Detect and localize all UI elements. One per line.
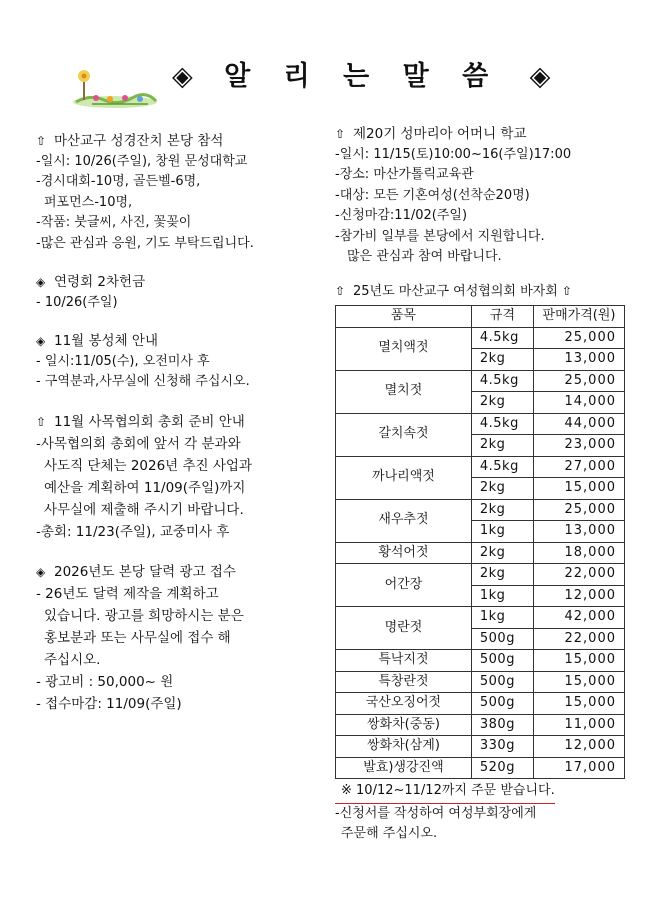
table-row <box>336 693 625 715</box>
table-row <box>336 714 625 736</box>
notice-line: 사무실에 제출해 주시기 바랍니다. <box>44 501 244 518</box>
notice-line: -사목협의회 총회에 앞서 각 분과와 <box>36 435 241 452</box>
table-row <box>336 564 625 586</box>
title-left-symbol: ◈ <box>172 61 195 92</box>
product-size: 2kg <box>471 349 533 371</box>
product-price: 13,000 <box>534 349 625 371</box>
product-size: 2kg <box>471 499 533 521</box>
title-text: 알 리 는 말 씀 <box>224 61 501 92</box>
column-header-size: 규격 <box>471 306 533 328</box>
notice-bazaar <box>335 281 625 845</box>
table-row <box>336 650 625 672</box>
product-size: 500g <box>471 671 533 693</box>
table-row <box>336 370 625 392</box>
product-price: 44,000 <box>534 413 625 435</box>
notice-line: -참가비 일부를 본당에서 지원합니다. <box>335 228 545 244</box>
notice-line: 예산을 계획하여 11/09(주일)까지 <box>44 479 246 496</box>
diamond-icon: ◈ <box>36 334 46 348</box>
notice-communion-visit <box>36 331 326 393</box>
notice-line: 많은 관심과 참여 바랍니다. <box>347 249 502 264</box>
arrow-icon: ⇧ <box>36 414 47 429</box>
notice-mothers-school <box>335 124 625 268</box>
product-name: 어간장 <box>336 564 472 607</box>
notice-line: -장소: 마산가톨릭교육관 <box>335 167 474 182</box>
notice-line: - 26년도 달력 제작을 계획하고 <box>36 585 219 602</box>
notice-heading: 마산교구 성경잔치 본당 참석 <box>54 133 224 149</box>
product-price: 22,000 <box>534 628 625 650</box>
arrow-icon: ⇧ <box>36 134 47 148</box>
table-row <box>336 542 625 564</box>
arrow-icon: ⇧ <box>561 283 572 298</box>
notice-line: - 접수마감: 11/09(주일) <box>36 695 182 712</box>
notice-line: 주십시오. <box>44 651 101 668</box>
product-price: 15,000 <box>534 671 625 693</box>
table-row <box>336 413 625 435</box>
notice-line: 주문해 주십시오. <box>341 826 438 841</box>
product-price: 25,000 <box>534 327 625 349</box>
table-row <box>336 456 625 478</box>
product-size: 500g <box>471 693 533 715</box>
product-price: 11,000 <box>534 714 625 736</box>
notice-line: -신청마감:11/02(주일) <box>335 208 468 223</box>
notice-line: 퍼포먼스-10명, <box>44 194 133 210</box>
product-size: 330g <box>471 736 533 758</box>
diamond-icon: ◈ <box>36 275 46 289</box>
table-header-row <box>336 306 625 328</box>
notice-line: - 광고비 : 50,000~ 원 <box>36 673 174 690</box>
diamond-icon: ◈ <box>36 564 46 579</box>
product-size: 1kg <box>471 521 533 543</box>
notice-line: -일시: 11/15(토)10:00~16(주일)17:00 <box>335 146 572 162</box>
product-price: 25,000 <box>534 499 625 521</box>
notice-heading: 11월 사목협의회 총회 준비 안내 <box>54 413 245 430</box>
product-price: 13,000 <box>534 521 625 543</box>
product-size: 500g <box>471 628 533 650</box>
notice-line: 사도직 단체는 2026년 추진 사업과 <box>44 457 253 474</box>
column-header-item: 품목 <box>336 306 472 328</box>
table-row <box>336 736 625 758</box>
right-column <box>335 124 625 845</box>
notice-bible-festival <box>36 131 326 254</box>
notice-line: 있습니다. 광고를 희망하시는 분은 <box>44 607 244 624</box>
price-table-body <box>336 327 625 779</box>
notice-line: 홍보분과 또는 사무실에 접수 해 <box>44 629 231 646</box>
notice-heading: 제20기 성마리아 어머니 학교 <box>353 126 527 142</box>
product-name: 특창란젓 <box>336 671 472 693</box>
notice-line: -작품: 붓글씨, 사진, 꽃꽂이 <box>36 215 192 230</box>
product-name: 특낙지젓 <box>336 650 472 672</box>
notice-line: - 10/26(주일) <box>36 294 118 310</box>
notice-line: -일시: 10/26(주일), 창원 문성대학교 <box>36 153 248 169</box>
notice-line: -신청서를 작성하여 여성부회장에게 <box>335 805 537 821</box>
product-name: 국산오징어젓 <box>336 693 472 715</box>
product-price: 23,000 <box>534 435 625 457</box>
bazaar-heading: 25년도 마산교구 여성협의회 바자회 <box>353 283 558 299</box>
arrow-icon: ⇧ <box>335 127 346 141</box>
table-row <box>336 327 625 349</box>
column-header-price: 판매가격(원) <box>534 306 625 328</box>
notice-line: -많은 관심과 응원, 기도 부탁드립니다. <box>36 235 254 251</box>
product-price: 15,000 <box>534 650 625 672</box>
notice-line: -총회: 11/23(주일), 교중미사 후 <box>36 523 230 540</box>
price-table <box>335 305 625 779</box>
product-name: 쌍화차(중동) <box>336 714 472 736</box>
product-size: 4.5kg <box>471 327 533 349</box>
product-size: 2kg <box>471 435 533 457</box>
table-row <box>336 607 625 629</box>
product-price: 12,000 <box>534 736 625 758</box>
notice-calendar-ad <box>36 561 326 715</box>
title-right-symbol: ◈ <box>529 61 553 92</box>
product-name: 새우추젓 <box>336 499 472 542</box>
logo-illustration <box>70 58 160 110</box>
product-size: 1kg <box>471 607 533 629</box>
notice-line: -경시대회-10명, 골든벨-6명, <box>36 174 201 189</box>
product-size: 2kg <box>471 478 533 500</box>
product-price: 15,000 <box>534 693 625 715</box>
order-notice-wrap <box>335 781 625 804</box>
notice-heading: 11월 봉성체 안내 <box>54 333 159 349</box>
product-price: 12,000 <box>534 585 625 607</box>
product-size: 2kg <box>471 542 533 564</box>
notice-heading: 연령회 2차헌금 <box>54 274 146 290</box>
product-price: 42,000 <box>534 607 625 629</box>
product-size: 2kg <box>471 564 533 586</box>
product-size: 520g <box>471 757 533 779</box>
product-name: 명란젓 <box>336 607 472 650</box>
product-name: 갈치속젓 <box>336 413 472 456</box>
product-price: 15,000 <box>534 478 625 500</box>
product-price: 27,000 <box>534 456 625 478</box>
product-price: 18,000 <box>534 542 625 564</box>
product-price: 22,000 <box>534 564 625 586</box>
product-name: 멸치액젓 <box>336 327 472 370</box>
product-price: 14,000 <box>534 392 625 414</box>
product-size: 4.5kg <box>471 370 533 392</box>
product-size: 2kg <box>471 392 533 414</box>
product-size: 1kg <box>471 585 533 607</box>
table-row <box>336 757 625 779</box>
arrow-icon: ⇧ <box>335 283 346 298</box>
page-title <box>172 54 552 94</box>
left-column <box>36 131 326 715</box>
notice-line: - 일시:11/05(수), 오전미사 후 <box>36 353 210 369</box>
product-size: 500g <box>471 650 533 672</box>
product-size: 380g <box>471 714 533 736</box>
product-name: 쌍화차(삼계) <box>336 736 472 758</box>
table-row <box>336 499 625 521</box>
product-price: 17,000 <box>534 757 625 779</box>
product-name: 까나리액젓 <box>336 456 472 499</box>
product-name: 멸치젓 <box>336 370 472 413</box>
notice-heading: 2026년도 본당 달력 광고 접수 <box>54 563 236 580</box>
notice-line: -대상: 모든 기혼여성(선착순20명) <box>335 187 530 203</box>
product-name: 황석어젓 <box>336 542 472 564</box>
table-row <box>336 671 625 693</box>
product-name: 발효)생강진액 <box>336 757 472 779</box>
product-size: 4.5kg <box>471 413 533 435</box>
notice-pastoral-council <box>36 411 326 543</box>
notice-line: - 구역분과,사무실에 신청해 주십시오. <box>36 374 250 389</box>
order-notice: ※ 10/12~11/12까지 주문 받습니다. <box>335 781 555 804</box>
product-price: 25,000 <box>534 370 625 392</box>
product-size: 4.5kg <box>471 456 533 478</box>
notice-second-collection <box>36 272 326 313</box>
